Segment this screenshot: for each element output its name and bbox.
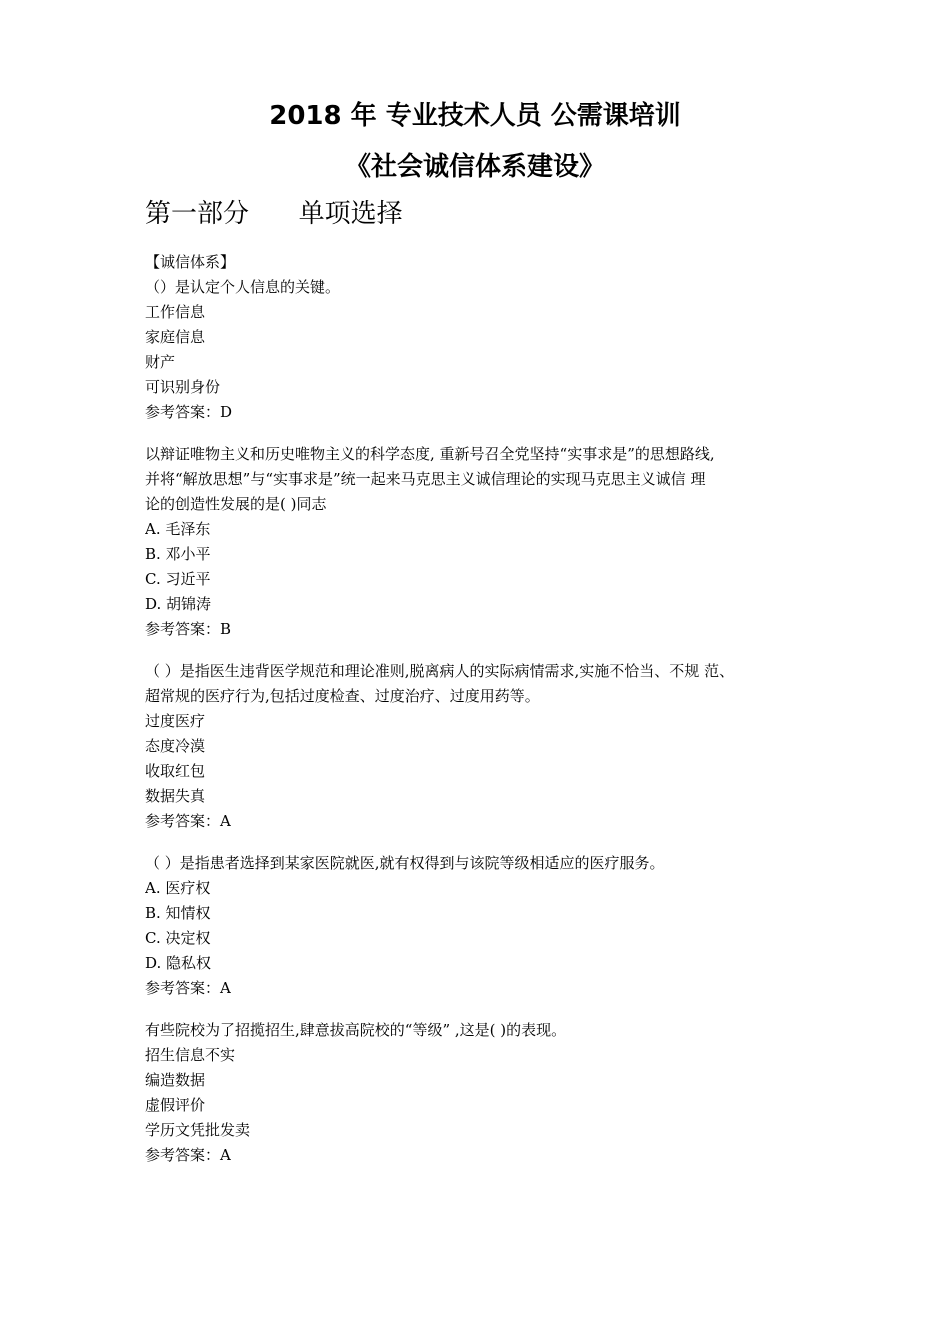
option: D. 隐私权 (145, 954, 212, 972)
option: B. 知情权 (145, 904, 211, 922)
option: 工作信息 (145, 303, 206, 321)
option: C. 习近平 (145, 570, 211, 588)
option: 家庭信息 (145, 328, 206, 346)
option: D. 胡锦涛 (145, 595, 212, 613)
option: A. 医疗权 (145, 879, 211, 897)
question-stem: 论的创造性发展的是( )同志 (145, 495, 327, 513)
option: 招生信息不实 (145, 1046, 236, 1064)
category-label: 【诚信体系】 (145, 253, 236, 271)
option: 过度医疗 (145, 712, 206, 730)
option: 财产 (145, 353, 176, 371)
option: 可识别身份 (145, 378, 221, 396)
question-stem: （）是认定个人信息的关键。 (145, 278, 341, 296)
option: C. 决定权 (145, 929, 211, 947)
option: B. 邓小平 (145, 545, 211, 563)
question-stem: 并将“解放思想”与“实事求是”统一起来马克思主义诚信理论的实现马克思主义诚信 理 (145, 470, 706, 488)
question-stem: 以辩证唯物主义和历史唯物主义的科学态度, 重新号召全党坚持“实事求是”的思想路线, (145, 445, 715, 463)
reference-answer: 参考答案：A (145, 979, 231, 997)
option: A. 毛泽东 (145, 520, 211, 538)
option: 数据失真 (145, 787, 206, 805)
option: 虚假评价 (145, 1096, 206, 1114)
question-block (145, 442, 825, 642)
question-block (145, 1018, 825, 1168)
reference-answer: 参考答案：B (145, 620, 232, 638)
reference-answer: 参考答案：A (145, 1146, 231, 1164)
question-stem: （ ）是指医生违背医学规范和理论准则,脱离病人的实际病情需求,实施不恰当、不规 范、 (145, 662, 735, 680)
option: 收取红包 (145, 762, 206, 780)
option: 态度冷漠 (145, 737, 206, 755)
reference-answer: 参考答案：A (145, 812, 231, 830)
question-block (145, 659, 825, 834)
question-block (145, 851, 825, 1001)
question-stem: 超常规的医疗行为,包括过度检查、过度治疗、过度用药等。 (145, 687, 540, 705)
option: 编造数据 (145, 1071, 206, 1089)
question-stem: 有些院校为了招揽招生,肆意拔高院校的“等级” ,这是( )的表现。 (145, 1021, 567, 1039)
reference-answer: 参考答案：D (145, 403, 233, 421)
question-list (145, 250, 825, 1168)
option: 学历文凭批发卖 (145, 1121, 251, 1139)
question-stem: （ ）是指患者选择到某家医院就医,就有权得到与该院等级相适应的医疗服务。 (145, 854, 665, 872)
question-block (145, 275, 825, 425)
document-subtitle: 《社会诚信体系建设》 (344, 152, 605, 182)
document-title: 2018 年 专业技术人员 公需课培训 (269, 101, 681, 131)
section-heading: 第一部分 单项选择 (145, 199, 403, 229)
